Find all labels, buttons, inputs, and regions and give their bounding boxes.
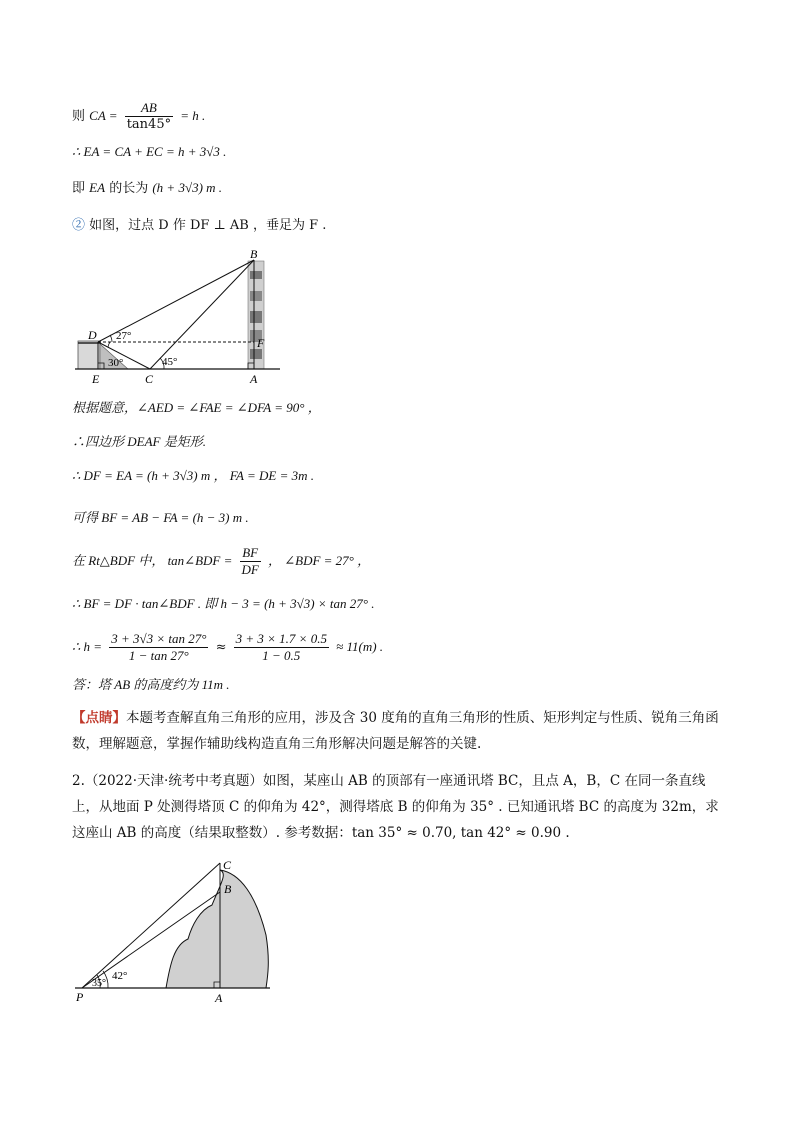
figure-tower-diagram [70, 246, 290, 386]
angle-30: 30° [108, 357, 124, 369]
step-2-intro [72, 216, 326, 236]
math-value: (h + 3√3) m . [152, 180, 223, 195]
solution-line-7 [72, 631, 383, 664]
fraction-exact [109, 631, 208, 664]
fraction [125, 100, 173, 133]
solution-line-2: ∴四边形 DEAF 是矩形. [72, 434, 206, 449]
comment-text: 本题考查解直角三角形的应用，涉及含 30 度角的直角三角形的性质、矩形判定与性质、锐角三角函数，理解题意，掌握作辅助线构造直角三角形解决问题是解答的关键. [72, 710, 719, 752]
fraction-numeric [234, 631, 329, 664]
fraction-denominator: tan45° [126, 117, 172, 132]
fraction-denominator: 1 − tan 27° [128, 648, 189, 663]
equation-ca [72, 100, 205, 133]
problem-2-text: 2.（2022·天津·统考中考真题）如图，某座山 AB 的顶部有一座通讯塔 BC，且点 A，B，C 在同一条直线上，从地面 P 处测得塔顶 C 的仰角为 42°，测得塔底 B 的仰角为 35° . 已知通讯塔 BC 的高度为 32m，求这座山 AB 的高度（结果取整数）. 参考数据：tan 35° ≈ 0.70, tan 42° ≈ 0.90 . [72, 773, 719, 841]
text-prefix: 则 [72, 109, 86, 124]
label-b: B [250, 247, 258, 261]
fraction-numerator: AB [125, 100, 173, 117]
label-b: B [224, 882, 232, 896]
math-prefix: 在 Rt△BDF 中， tan∠BDF = [72, 553, 233, 568]
math-prefix: ∴ h = [72, 639, 103, 654]
solution-line-3: ∴ DF = EA = (h + 3√3) m ， FA = DE = 3m . [72, 468, 314, 483]
comment-tag: 【点睛】 [72, 710, 126, 726]
circled-number: ② [72, 218, 86, 233]
mountain-shape [166, 870, 268, 988]
text-prefix: 即 [72, 181, 86, 196]
math-var: EA [89, 180, 106, 195]
angle-45: 45° [162, 356, 178, 368]
angle-27: 27° [116, 330, 132, 342]
math-suffix: ， ∠BDF = 27° ， [268, 553, 371, 568]
ea-length [72, 178, 222, 199]
label-a: A [250, 372, 258, 386]
solution-line-5 [72, 545, 370, 578]
math-rhs: = h . [180, 108, 206, 123]
fraction-denominator: 1 − 0.5 [262, 648, 301, 663]
step-text: 如图，过点 D 作 DF ⊥ AB ，垂足为 F . [89, 218, 327, 233]
label-p: P [76, 990, 84, 1004]
angle-35: 35° [92, 978, 106, 989]
solution-line-6: ∴ BF = DF · tan∠BDF . 即 h − 3 = (h + 3√3) × tan 27° . [72, 596, 375, 611]
fraction-bf-df [240, 545, 261, 578]
fraction-numerator: BF [240, 545, 261, 562]
fraction-numerator: 3 + 3√3 × tan 27° [111, 631, 207, 646]
segment-cb [150, 260, 254, 369]
fraction-numerator: 3 + 3 × 1.7 × 0.5 [235, 631, 327, 646]
label-d: D [88, 328, 97, 342]
math-lhs: CA = [89, 108, 118, 123]
figure-mountain-diagram [70, 855, 280, 1005]
approx-sign: ≈ [215, 640, 227, 655]
angle-42: 42° [112, 970, 128, 982]
label-c: C [223, 858, 232, 872]
building-shape [78, 341, 100, 369]
solution-line-4: 可得 BF = AB − FA = (h − 3) m . [72, 510, 249, 525]
comment-paragraph [72, 705, 732, 757]
label-e: E [92, 372, 100, 386]
solution-line-1: 根据题意，∠AED = ∠FAE = ∠DFA = 90° ， [72, 400, 321, 415]
label-c: C [145, 372, 154, 386]
equation-ea: ∴ EA = CA + EC = h + 3√3 . [72, 144, 227, 159]
fraction-denominator: DF [241, 562, 259, 577]
answer-line: 答：塔 AB 的高度约为 11m . [72, 677, 230, 692]
label-a: A [215, 991, 223, 1005]
label-f: F [257, 336, 265, 350]
text-mid: 的长为 [109, 181, 149, 196]
math-suffix: ≈ 11(m) . [336, 639, 384, 654]
